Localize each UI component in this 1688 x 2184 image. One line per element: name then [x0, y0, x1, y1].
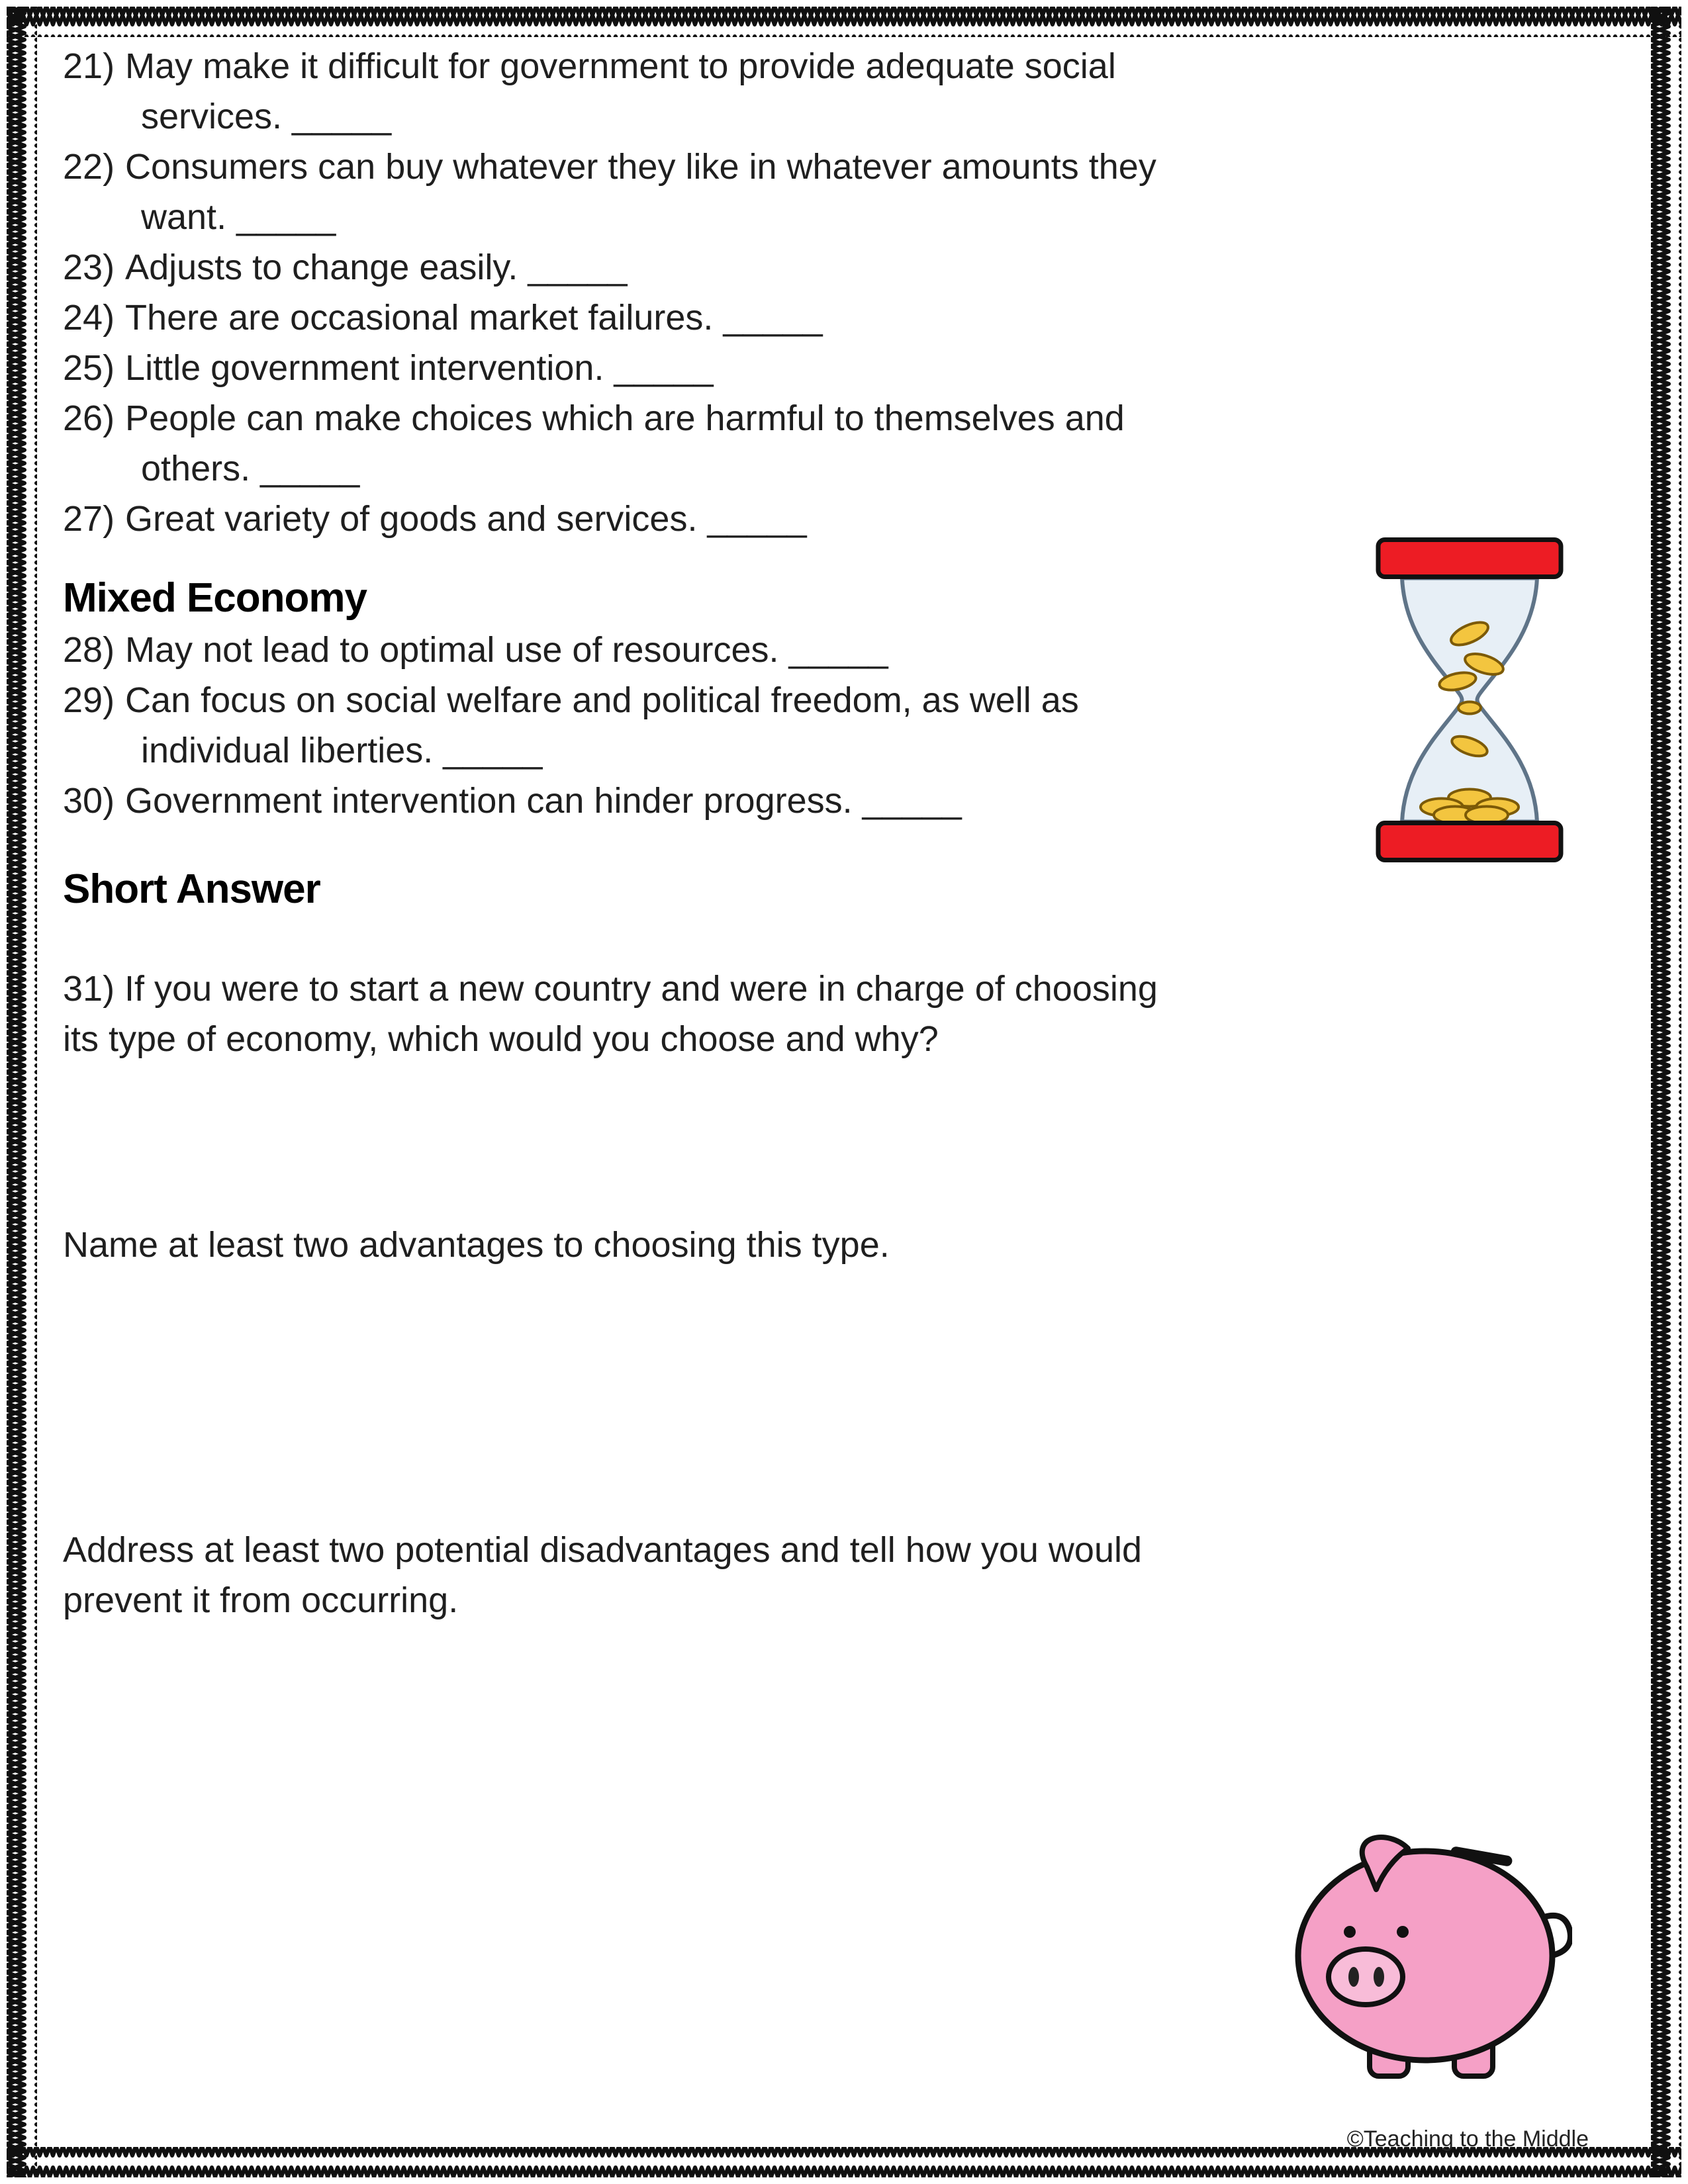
question-text-cont: individual liberties. _____: [141, 731, 543, 770]
question-31-line-2: its type of economy, which would you choose and why?: [63, 1019, 939, 1059]
question-text: People can make choices which are harmful to themselves and: [125, 398, 1125, 438]
disadvantages-prompt-line-1: Address at least two potential disadvantages and tell how you would: [63, 1530, 1143, 1570]
question-number: 25): [63, 348, 115, 388]
question-text: Can focus on social welfare and political freedom, as well as: [125, 680, 1079, 720]
hourglass-coins-clipart: [1370, 533, 1569, 867]
question-number: 22): [63, 147, 115, 187]
question-number: 27): [63, 499, 115, 539]
hourglass-bottom-cap: [1378, 823, 1561, 860]
question-31: [63, 964, 1625, 1064]
question-text-cont: services. _____: [141, 97, 392, 136]
pig-body: [1298, 1851, 1552, 2060]
question-text-cont: want. _____: [141, 197, 336, 237]
matching-items-block: [63, 41, 1625, 544]
question-number: 21): [63, 46, 115, 86]
hourglass-top-cap: [1378, 540, 1561, 577]
question-number: 23): [63, 248, 115, 287]
question-number: 29): [63, 680, 115, 720]
pig-eye: [1344, 1926, 1356, 1938]
question-21: [63, 41, 1625, 142]
question-number: 24): [63, 298, 115, 338]
credit-line: ©Teaching to the Middle: [1346, 2126, 1589, 2152]
question-text: There are occasional market failures. _____: [125, 298, 823, 338]
question-25: [63, 343, 1625, 393]
question-26: [63, 393, 1625, 494]
pig-eye: [1397, 1926, 1409, 1938]
pig-snout: [1329, 1949, 1403, 2005]
question-24: [63, 293, 1625, 343]
question-text: May make it difficult for government to provide adequate social: [125, 46, 1116, 86]
pig-nostril: [1348, 1967, 1359, 1987]
question-text-cont: others. _____: [141, 449, 360, 488]
question-number: 28): [63, 630, 115, 670]
question-31-line-1: 31) If you were to start a new country and were in charge of choosing: [63, 969, 1158, 1009]
question-text: Little government intervention. _____: [125, 348, 714, 388]
pig-nostril: [1374, 1967, 1384, 1987]
mixed-economy-heading: Mixed Economy: [63, 575, 367, 621]
question-22: [63, 142, 1625, 242]
question-23: [63, 242, 1625, 293]
question-number: 26): [63, 398, 115, 438]
piggy-bank-clipart: [1288, 1823, 1572, 2081]
question-text: Great variety of goods and services. _____: [125, 499, 807, 539]
question-text: Consumers can buy whatever they like in whatever amounts they: [125, 147, 1156, 187]
question-text: Government intervention can hinder progress. _____: [125, 781, 962, 821]
advantages-prompt: Name at least two advantages to choosing this type.: [63, 1225, 890, 1265]
question-text: Adjusts to change easily. _____: [125, 248, 628, 287]
question-text: May not lead to optimal use of resources. _____: [125, 630, 888, 670]
disadvantages-prompt-line-2: prevent it from occurring.: [63, 1580, 459, 1620]
disadvantages-prompt: [63, 1525, 1625, 1625]
short-answer-heading: Short Answer: [63, 866, 320, 912]
hourglass-glass: [1402, 578, 1537, 822]
question-number: 30): [63, 781, 115, 821]
